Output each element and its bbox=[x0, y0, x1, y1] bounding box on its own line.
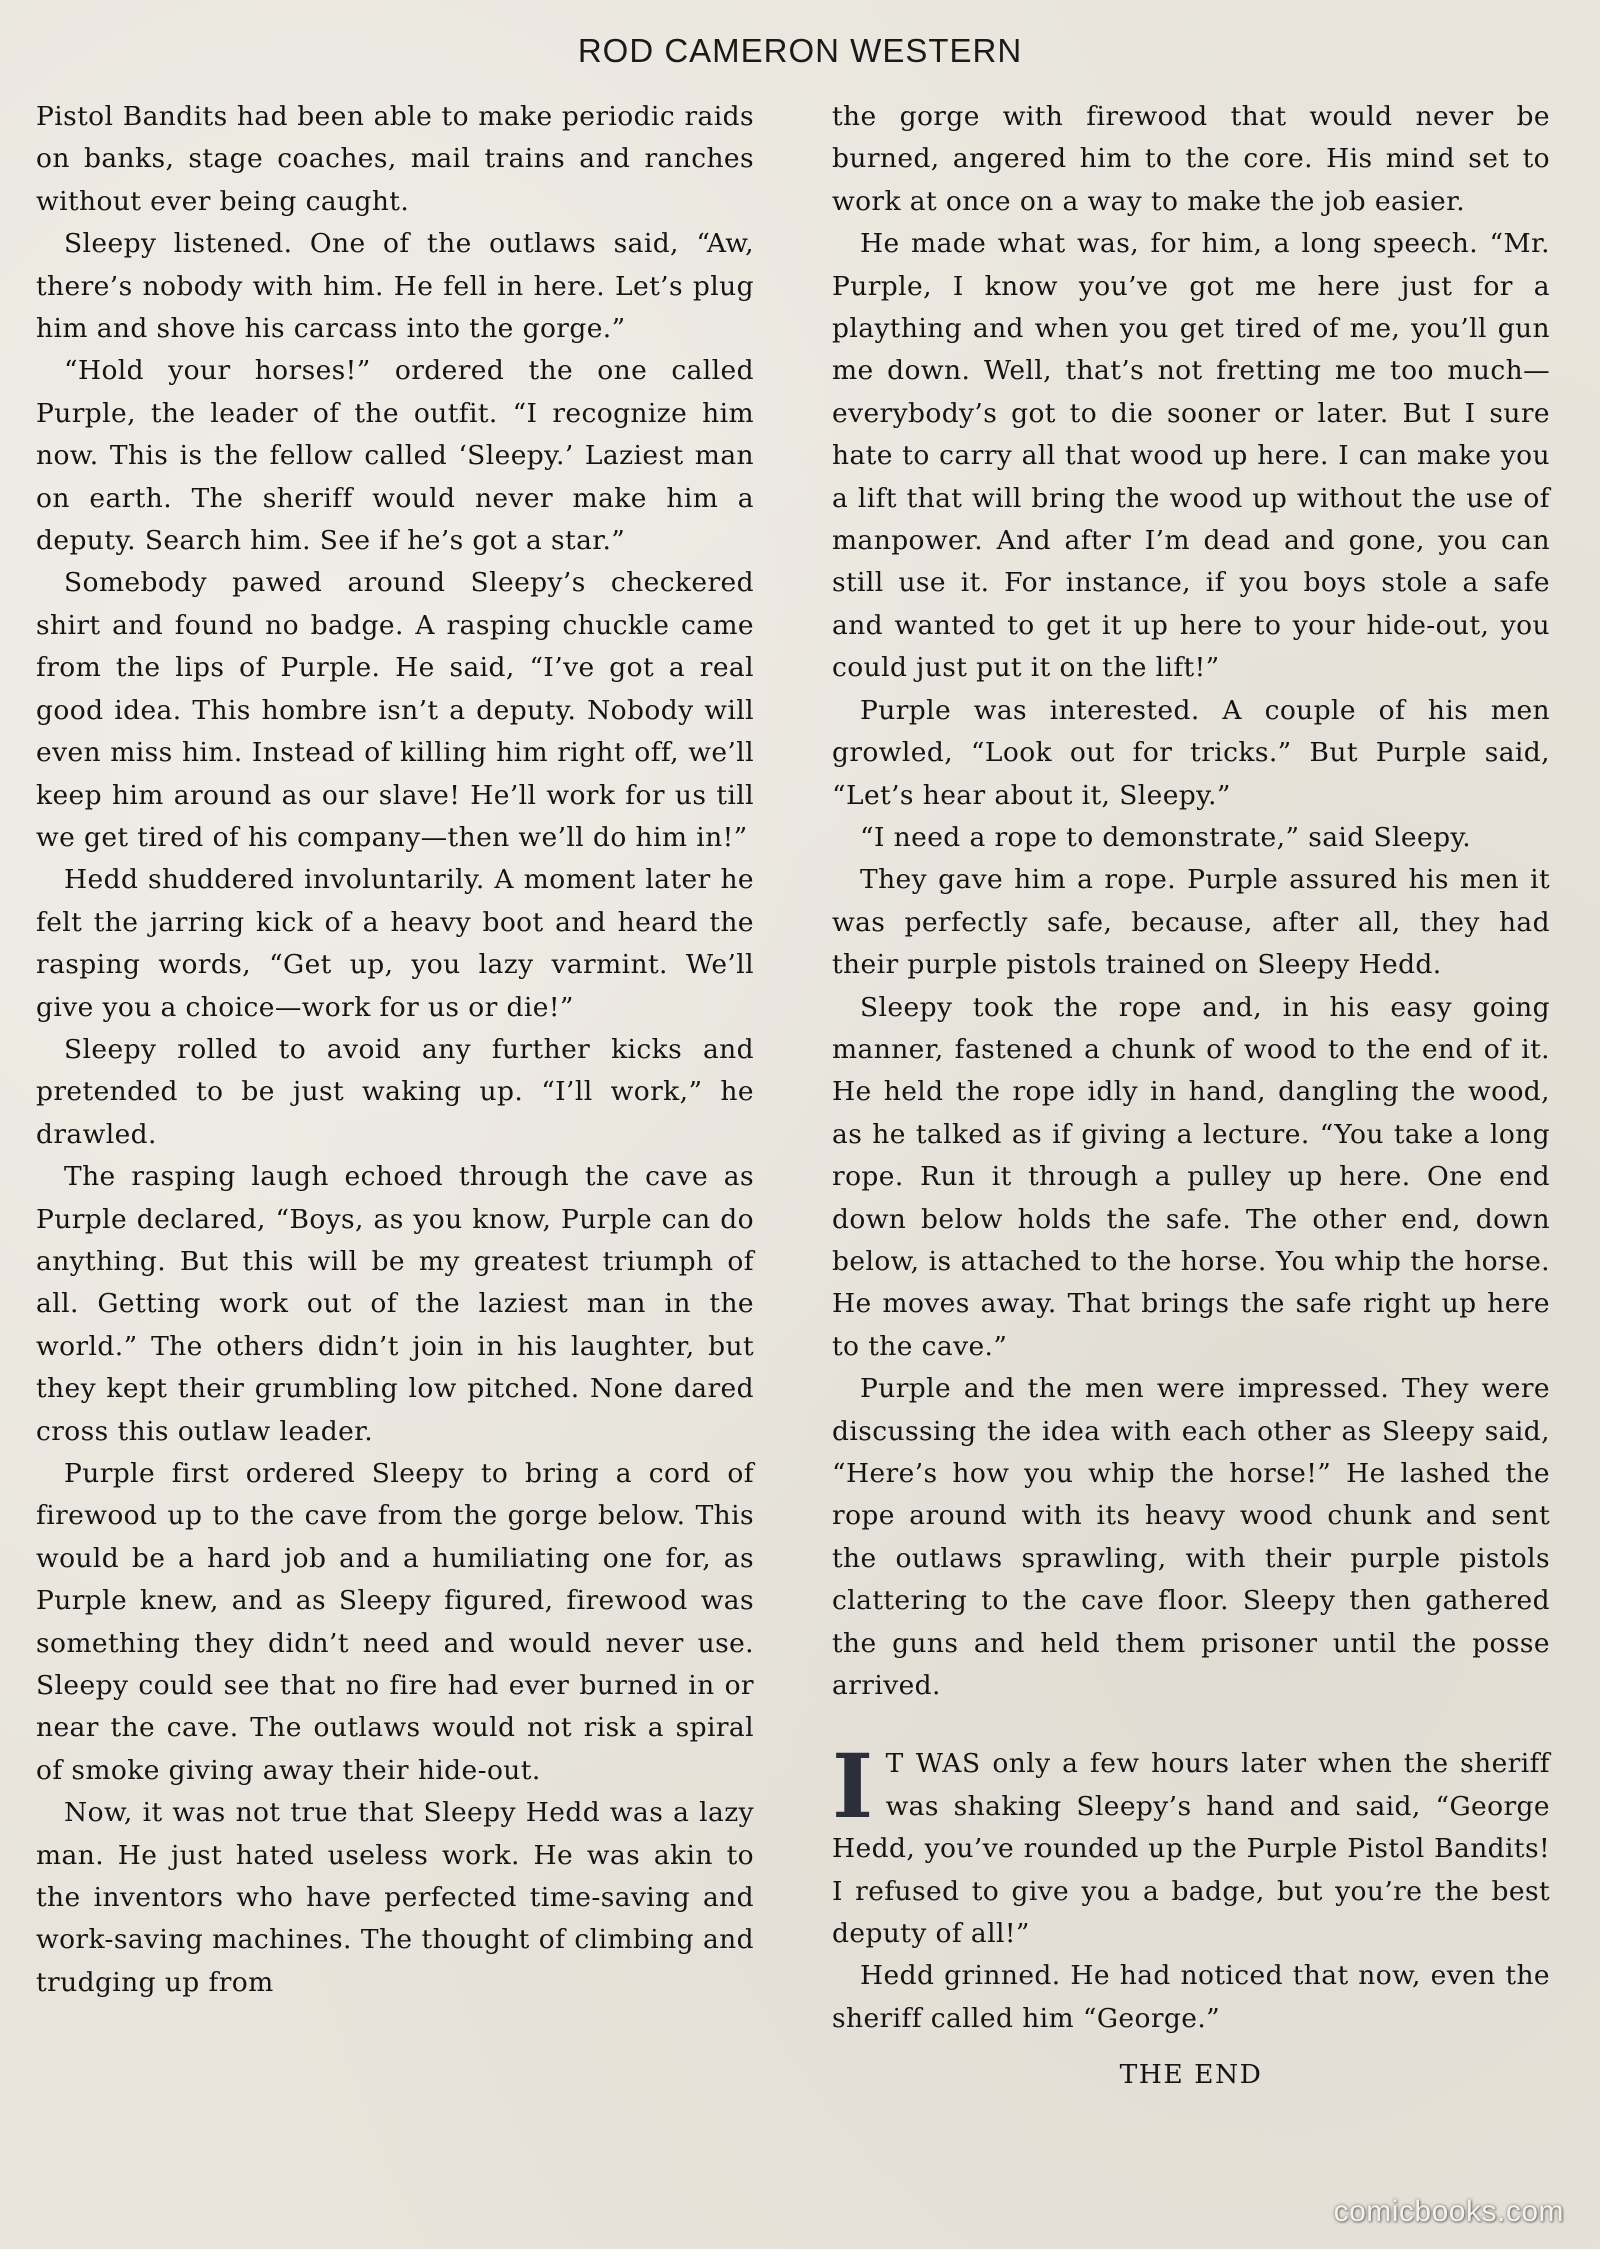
paragraph: the gorge with firewood that would never be burned, angered him to the core. His mind set to work at once on a way to make the job easier. bbox=[832, 101, 1550, 217]
drop-cap: I bbox=[832, 1734, 874, 1839]
section-break bbox=[832, 1707, 1550, 1743]
right-column bbox=[832, 96, 1550, 2097]
paragraph: Somebody pawed around Sleepy’s checkered shirt and found no badge. A rasping chuckle came from the lips of Purple. He said, “I’ve got a real good idea. This hombre isn’t a deputy. Nobody will even miss him. Instead of killing him right off, we’ll keep him around as our slave! He’ll work for us till we get tired of his company—then we’ll do him in!” bbox=[36, 567, 754, 853]
paragraph: Purple was interested. A couple of his men growled, “Look out for tricks.” But Purple said, “Let’s hear about it, Sleepy.” bbox=[832, 694, 1550, 811]
paragraph: Sleepy took the rope and, in his easy going manner, fastened a chunk of wood to the end of it. He held the rope idly in hand, dangling the wood, as he talked as if giving a lecture. “You take a long rope. Run it through a pulley up here. One end down below holds the safe. The other end, down below, is attached to the horse. You whip the horse. He moves away. That brings the safe right up here to the cave.” bbox=[832, 991, 1550, 1362]
paragraph: They gave him a rope. Purple assured his men it was perfectly safe, because, after all, they had their purple pistols trained on Sleepy Hedd. bbox=[832, 864, 1550, 981]
paragraph: Pistol Bandits had been able to make periodic raids on banks, stage coaches, mail trains and ranches without ever being caught. bbox=[36, 101, 754, 217]
running-head: ROD CAMERON WESTERN bbox=[577, 32, 1023, 69]
paragraph: Sleepy listened. One of the outlaws said, “Aw, there’s nobody with him. He fell in here. Let’s plug him and shove his carcass into the gorge.” bbox=[36, 228, 754, 345]
paragraph: Hedd grinned. He had noticed that now, even the sheriff called him “George.” bbox=[832, 1960, 1550, 2034]
paragraph: “I need a rope to demonstrate,” said Sleepy. bbox=[860, 821, 1472, 853]
paragraph: Purple first ordered Sleepy to bring a cord of firewood up to the cave from the gorge below. This would be a hard job and a humiliating one for, as Purple knew, and as Sleepy figured, firewood was something they didn’t need and would never use. Sleepy could see that no fire had ever burned in or near the cave. The outlaws would not risk a spiral of smoke giving away their hide-out. bbox=[36, 1458, 754, 1786]
paragraph: Hedd shuddered involuntarily. A moment later he felt the jarring kick of a heavy boot and heard the rasping words, “Get up, you lazy varmint. We’ll give you a choice—work for us or die!” bbox=[36, 864, 754, 1023]
watermark: comicbooks.com bbox=[1333, 2195, 1564, 2228]
paragraph: Sleepy rolled to avoid any further kicks and pretended to be just waking up. “I’ll work,” he drawled. bbox=[36, 1033, 754, 1150]
paragraph: He made what was, for him, a long speech. “Mr. Purple, I know you’ve got me here just for a plaything and when you get tired of me, you’ll gun me down. Well, that’s not fretting me too much—everybody’s got to die sooner or later. But I sure hate to carry all that wood up here. I can make you a lift that will bring the wood up without the use of manpower. And after I’m dead and gone, you can still use it. For instance, if you boys stole a safe and wanted to get it up here to your hide-out, you could just put it on the lift!” bbox=[832, 228, 1550, 684]
final-section-opening bbox=[832, 1734, 1551, 1955]
paragraph: Purple and the men were impressed. They were discussing the idea with each other as Sleepy said, “Here’s how you whip the horse!” He lashed the rope around with its heavy wood chunk and sent the outlaws sprawling, with their purple pistols clattering to the cave floor. Sleepy then gathered the guns and held them prisoner until the posse arrived. bbox=[832, 1373, 1550, 1702]
paragraph: “Hold your horses!” ordered the one called Purple, the leader of the outfit. “I recognize him now. This is the fellow called ‘Sleepy.’ Laziest man on earth. The sheriff would never make him a deputy. Search him. See if he’s got a star.” bbox=[36, 355, 754, 557]
paragraph: Now, it was not true that Sleepy Hedd was a lazy man. He just hated useless work. He was akin to the inventors who have perfected time-saving and work-saving machines. The thought of climbing and trudging up from bbox=[36, 1797, 754, 1998]
left-column bbox=[36, 96, 754, 2004]
opening-text: only a few hours later when the sheriff was shaking Sleepy’s hand and said, “George Hedd, you’ve rounded up the Purple Pistol Bandits! I refused to give you a badge, but you’re the best deputy of all!” bbox=[832, 1748, 1551, 1950]
lead-caps: T WAS bbox=[885, 1748, 981, 1780]
paragraph: The rasping laugh echoed through the cave as Purple declared, “Boys, as you know, Purple can do anything. But this will be my greatest triumph of all. Getting work out of the laziest man in the world.” The others didn’t join in his laughter, but they kept their grumbling low pitched. None dared cross this outlaw leader. bbox=[36, 1161, 754, 1447]
the-end: THE END bbox=[1119, 2059, 1263, 2091]
